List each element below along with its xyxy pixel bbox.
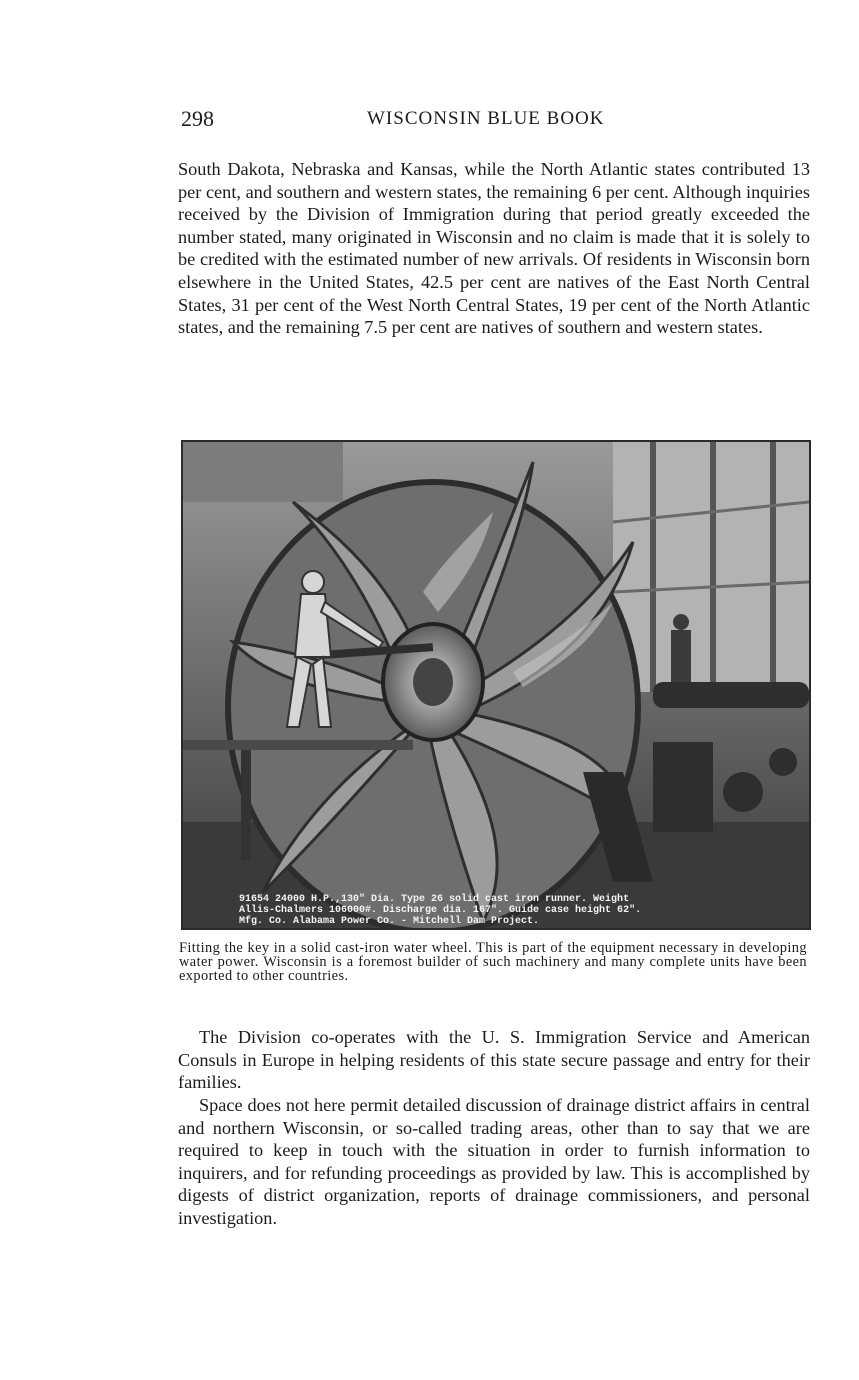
running-head: WISCONSIN BLUE BOOK <box>367 108 605 129</box>
body-paragraph-3: Space does not here permit detailed discussion of drainage district affairs in central and northern Wisconsin, or so-called trading areas, other than to say that we are required to keep in touch with the situation in order to furnish information to inquirers, and for refunding proceedings as provided by law. This is accomplished by digests of district organization, reports of drainage commissioners, and personal investigation. <box>178 1095 810 1228</box>
page-number: 298 <box>181 106 214 131</box>
body-paragraph-2: The Division co-operates with the U. S. Immigration Service and American Consuls in Europe in helping residents of this state secure passage and entry for their families. <box>178 1027 810 1093</box>
body-paragraph-1: South Dakota, Nebraska and Kansas, while the North Atlantic states contributed 13 per cent, and southern and western states, the remaining 6 per cent. Although inquiries received by the Division of Immigration during that period greatly exceeded the number stated, many originated in Wisconsin and no claim is made that it is solely to be credited with the estimated number of new arrivals. Of residents in Wisconsin born elsewhere in the United States, 42.5 per cent are natives of the East North Central States, 31 per cent of the West North Central States, 19 per cent of the North Atlantic states, and the remaining 7.5 per cent are natives of southern and western states. <box>178 159 810 338</box>
plate-line-2: Allis-Chalmers 106000#. Discharge dia. 167". Guide case height 62". <box>239 905 642 916</box>
plate-line-3: Mfg. Co. Alabama Power Co. - Mitchell Dam Project. <box>239 916 540 927</box>
figure-caption: Fitting the key in a solid cast-iron water wheel. This is part of the equipment necessary in developing water power. Wisconsin is a foremost builder of such machinery and many complete units have been exported to other countries. <box>179 940 807 984</box>
photo-plate-inscription <box>183 894 809 928</box>
water-wheel-photograph <box>181 440 811 930</box>
water-wheel-illustration <box>183 442 809 928</box>
plate-line-1: 91654 24000 H.P.,130" Dia. Type 26 solid cast iron runner. Weight <box>239 894 630 905</box>
